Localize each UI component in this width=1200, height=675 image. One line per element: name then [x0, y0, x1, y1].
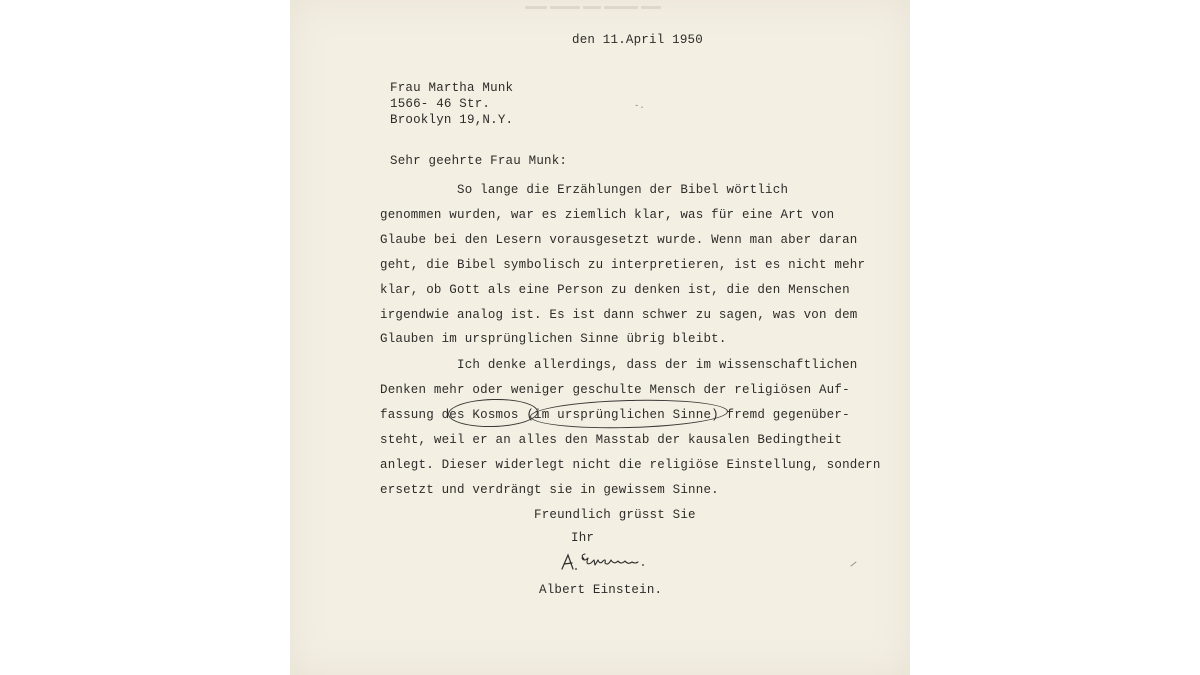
body-line: fassung des Kosmos (im ursprünglichen Sinne) fremd gegenüber- [380, 408, 850, 422]
stray-mark: -. [634, 101, 645, 111]
body-line: anlegt. Dieser widerlegt nicht die religiöse Einstellung, sondern [380, 458, 881, 472]
body-line: Glauben im ursprünglichen Sinne übrig bleibt. [380, 332, 727, 346]
body-line: steht, weil er an alles den Masstab der kausalen Bedingtheit [380, 433, 843, 447]
body-line: irgendwie analog ist. Es ist dann schwer zu sagen, was von dem [380, 308, 858, 322]
body-line: genommen wurden, war es ziemlich klar, was für eine Art von [380, 208, 835, 222]
body-line: Ich denke allerdings, dass der im wissenschaftlichen [380, 358, 858, 372]
salutation: Sehr geehrte Frau Munk: [390, 154, 568, 168]
body-line: ersetzt und verdrängt sie in gewissem Sinne. [380, 483, 719, 497]
body-line: Glaube bei den Lesern vorausgesetzt wurde. Wenn man aber daran [380, 233, 858, 247]
body-line: klar, ob Gott als eine Person zu denken ist, die den Menschen [380, 283, 850, 297]
handwritten-circle-sinne [530, 397, 729, 430]
recipient-city: Brooklyn 19,N.Y. [390, 113, 514, 127]
closing: Freundlich grüsst Sie [534, 508, 696, 522]
recipient-name: Frau Martha Munk [390, 81, 514, 95]
body-line: geht, die Bibel symbolisch zu interpretieren, ist es nicht mehr [380, 258, 866, 272]
body-line: Denken mehr oder weniger geschulte Mensch der religiösen Auf- [380, 383, 850, 397]
closing-ihr: Ihr [571, 531, 595, 545]
recipient-street: 1566- 46 Str. [390, 97, 491, 111]
body-line: So lange die Erzählungen der Bibel wörtlich [380, 183, 789, 197]
handwritten-signature [558, 549, 668, 575]
letter-date: den 11.April 1950 [572, 33, 703, 47]
faded-letterhead [525, 0, 675, 10]
paper-speck [850, 560, 858, 568]
letter-paper [290, 0, 910, 675]
handwritten-circle-kosmos [448, 398, 539, 428]
typed-signature-name: Albert Einstein. [539, 583, 663, 597]
